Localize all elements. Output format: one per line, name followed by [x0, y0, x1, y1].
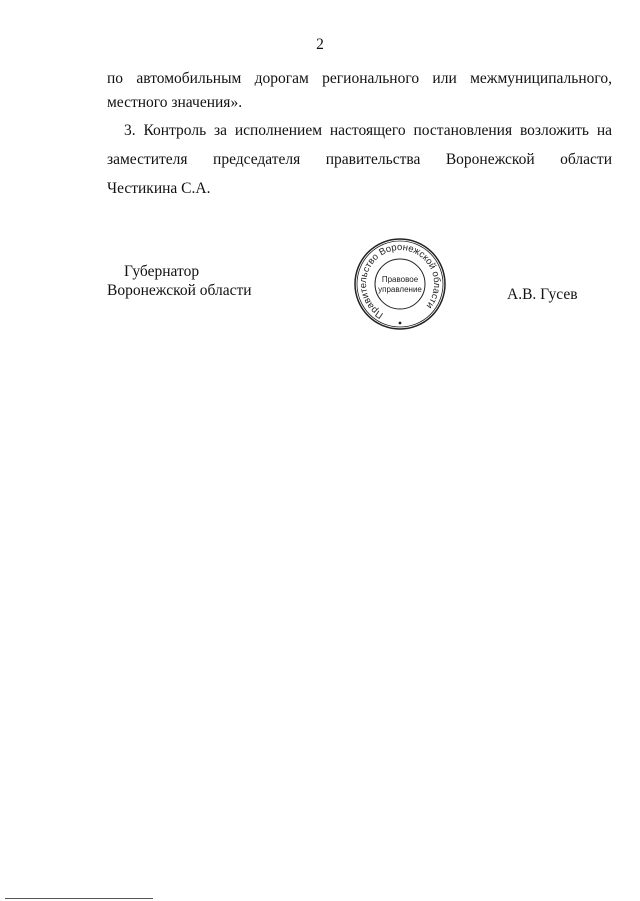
signatory-title: Губернатор	[124, 263, 200, 280]
footer-divider	[5, 898, 153, 899]
body-line: 3. Контроль за исполнением настоящего постановления возложить на	[124, 122, 612, 139]
page-number: 2	[316, 36, 324, 53]
stamp-center-line: Правовое	[381, 275, 419, 284]
official-stamp	[350, 234, 450, 334]
body-line: по автомобильным дорогам регионального или межмуниципального,	[107, 70, 612, 87]
body-line: местного значения».	[107, 94, 243, 111]
body-line: Честикина С.А.	[107, 180, 211, 197]
signatory-name: А.В. Гусев	[507, 286, 578, 303]
stamp-star-icon	[399, 322, 402, 325]
body-line: заместителя председателя правительства Воронежской области	[107, 151, 612, 168]
signatory-region: Воронежской области	[107, 282, 252, 299]
stamp-ring-text: Правительство Воронежской области	[357, 241, 443, 321]
stamp-center-line: управление	[378, 285, 422, 294]
